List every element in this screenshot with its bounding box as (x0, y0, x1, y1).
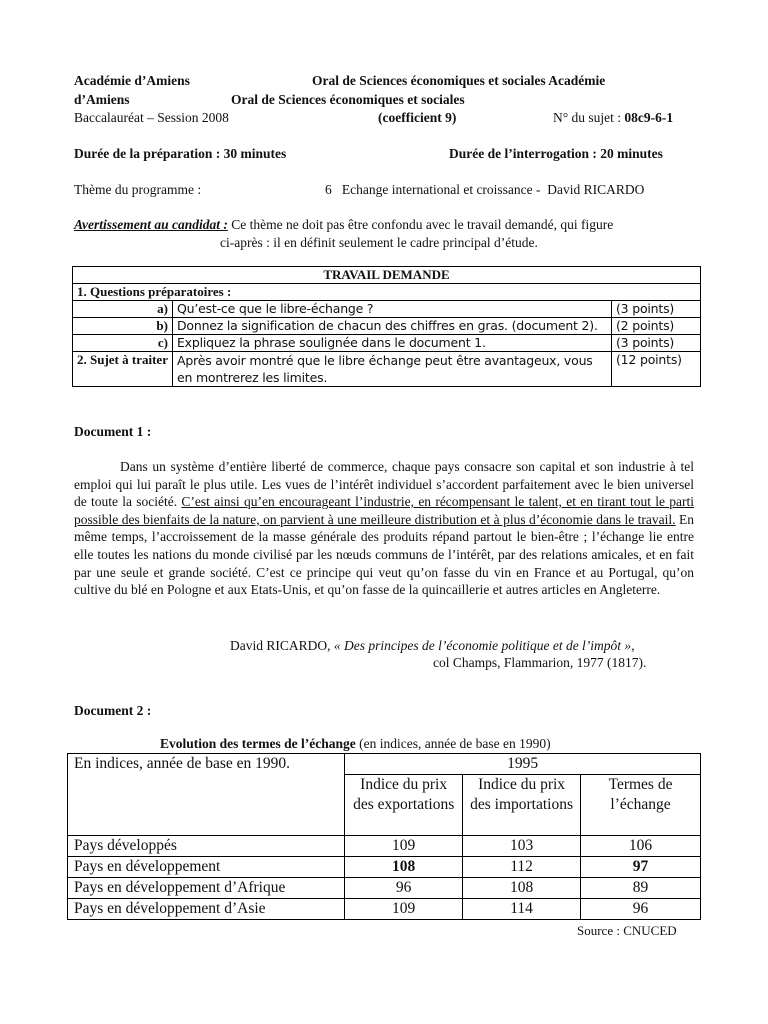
cell-imports: 103 (463, 836, 581, 857)
column-header-terms: Termes de l’échange (581, 775, 701, 836)
section2-text: Après avoir montré que le libre échange peut être avantageux, vous en montrerez les limites. (172, 352, 611, 387)
section2-points: (12 points) (612, 352, 701, 387)
section2-label: 2. Sujet à traiter (73, 352, 173, 387)
academy-name-2: d’Amiens (74, 92, 130, 107)
doc2-heading: Document 2 : (74, 703, 152, 718)
cell-imports: 114 (463, 899, 581, 920)
exam-title-2: Oral de Sciences économiques et sociales (231, 92, 465, 107)
table-row (68, 899, 701, 920)
subject-label: N° du sujet : (553, 110, 625, 125)
doc1-book: « Des principes de l’économie politique et de l’impôt » (333, 638, 632, 653)
question-letter: a) (73, 301, 173, 318)
warning (74, 217, 613, 233)
cell-exports: 109 (345, 836, 463, 857)
doc1-body (74, 458, 694, 599)
row-label: Pays en développement d’Asie (68, 899, 345, 920)
row-label: Pays développés (68, 836, 345, 857)
session: Baccalauréat – Session 2008 (74, 110, 229, 125)
table-row (68, 857, 701, 878)
prep-duration: Durée de la préparation : 30 minutes (74, 146, 287, 161)
theme-value: 6 Echange international et croissance - David RICARDO (325, 182, 645, 197)
cell-terms: 97 (581, 857, 701, 878)
doc1-text-before: Dans un système d’entière liberté de commerce, chaque pays consacre son capital et son industrie à tel emploi qui lui paraît le plus utile. Les vues de l’intérêt individuel s’accordent parfaitement avec le bien universel de toute la société. (74, 459, 694, 510)
doc2-source: Source : CNUCED (577, 923, 677, 938)
cell-exports: 96 (345, 878, 463, 899)
doc2-table-subtitle: (en indices, année de base en 1990) (355, 736, 551, 751)
question-letter: c) (73, 335, 173, 352)
question-text: Donnez la signification de chacun des chiffres en gras. (document 2). (172, 318, 611, 335)
academy-name: Académie d’Amiens (74, 73, 190, 88)
subject-code: 08c9-6-1 (624, 110, 674, 125)
doc1-underlined-sentence: C’est ainsi qu’en encourageant l’industrie, en récompensant le talent, et en tirant tout le parti possible des bienfaits de la nature, on parvient à une meilleure distribution et à plus d’économie dans le travail. (74, 494, 695, 527)
doc1-edition: col Champs, Flammarion, 1977 (1817). (433, 655, 647, 670)
doc2-table-caption (160, 736, 551, 752)
warning-label: Avertissement au candidat : (74, 217, 228, 232)
row-label: Pays en développement (68, 857, 345, 878)
terms-of-trade-table (67, 753, 701, 920)
warning-text-1: Ce thème ne doit pas être confondu avec le travail demandé, qui figure (227, 217, 614, 232)
cell-terms: 106 (581, 836, 701, 857)
question-letter: b) (73, 318, 173, 335)
question-points: (3 points) (612, 335, 701, 352)
question-text: Expliquez la phrase soulignée dans le document 1. (172, 335, 611, 352)
doc2-table-title: Evolution des termes de l’échange (160, 736, 356, 751)
cell-terms: 96 (581, 899, 701, 920)
question-text: Qu’est-ce que le libre-échange ? (172, 301, 611, 318)
row-label: Pays en développement d’Afrique (68, 878, 345, 899)
interro-duration: Durée de l’interrogation : 20 minutes (449, 146, 663, 161)
doc1-author: David RICARDO, (230, 638, 334, 653)
column-header-imports: Indice du prix des importations (463, 775, 581, 836)
question-points: (3 points) (612, 301, 701, 318)
cell-exports: 109 (345, 899, 463, 920)
table-year-header: 1995 (345, 754, 701, 775)
cell-imports: 108 (463, 878, 581, 899)
exam-title: Oral de Sciences économiques et sociales Académie (312, 73, 606, 88)
cell-terms: 89 (581, 878, 701, 899)
travail-table (72, 266, 701, 387)
table-row (68, 836, 701, 857)
theme-label: Thème du programme : (74, 182, 202, 197)
doc1-book-suffix: , (631, 638, 635, 653)
table-corner-label: En indices, année de base en 1990. (68, 754, 345, 836)
doc1-heading: Document 1 : (74, 424, 152, 439)
doc1-paragraph (74, 458, 694, 599)
cell-exports: 108 (345, 857, 463, 878)
doc1-citation (230, 638, 635, 654)
table-row (68, 878, 701, 899)
cell-imports: 112 (463, 857, 581, 878)
question-points: (2 points) (612, 318, 701, 335)
travail-title: TRAVAIL DEMANDE (73, 267, 701, 284)
section1-heading: 1. Questions préparatoires : (73, 284, 701, 301)
coefficient: (coefficient 9) (378, 110, 457, 125)
warning-text-2: ci-après : il en définit seulement le cadre principal d’étude. (220, 235, 538, 250)
doc1-text-after: En même temps, l’accroissement de la masse générale des produits répand partout le bien-être ; l’échange lie entre elle toutes les nations du monde civilisé par les nœuds communs de l’intérêt, par des relations amicales, et en fait par une seule et grande société. C’est ce principe qui veut qu’on fasse du vin en France et au Portugal, qu’on cultive du blé en Pologne et aux Etats-Unis, et qu’on fasse de la quincaillerie et autres articles en Angleterre. (74, 511, 694, 598)
column-header-exports: Indice du prix des exportations (345, 775, 463, 836)
subject-number (553, 110, 673, 126)
